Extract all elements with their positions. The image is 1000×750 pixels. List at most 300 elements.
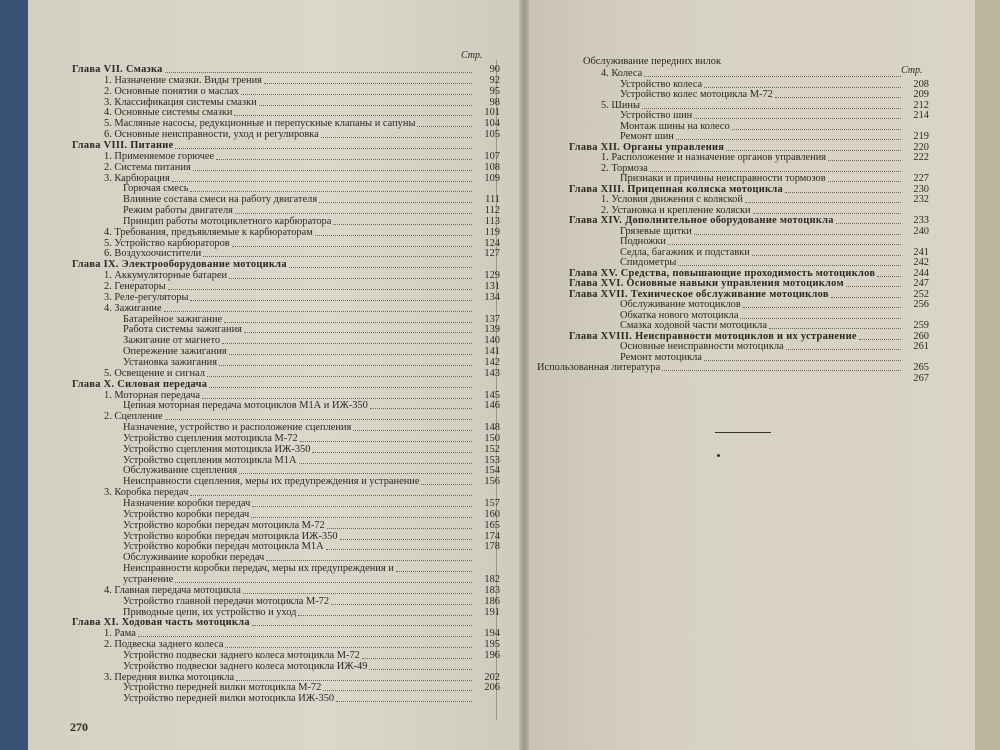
toc-entry xyxy=(104,411,500,422)
toc-entry-title: Зажигание от магнето xyxy=(123,335,221,347)
dot-leader xyxy=(289,266,472,268)
toc-page-number: 227 xyxy=(913,173,929,184)
toc-entry xyxy=(104,270,500,281)
toc-entry xyxy=(601,194,929,205)
toc-entry xyxy=(123,205,500,216)
toc-entry xyxy=(620,131,929,142)
toc-page-number: 244 xyxy=(913,267,929,279)
toc-entry xyxy=(601,68,929,79)
toc-entry-title: Режим работы двигателя xyxy=(123,205,233,217)
dot-leader xyxy=(831,296,901,298)
toc-entry xyxy=(104,97,500,108)
toc-entry-title: Глава VIII. Питание xyxy=(72,139,174,151)
toc-entry-title: Глава XV. Средства, повышающие проходимость мотоциклов xyxy=(569,267,876,279)
toc-page-number: 150 xyxy=(484,432,500,444)
toc-page-number: 212 xyxy=(913,99,929,111)
dot-leader xyxy=(172,180,472,182)
dot-leader xyxy=(828,159,901,161)
toc-entry-title: Подножки xyxy=(620,236,666,247)
end-rule xyxy=(715,432,771,433)
dot-leader xyxy=(219,364,472,366)
toc-entry xyxy=(123,541,500,552)
toc-page-number: 134 xyxy=(484,291,500,303)
toc-entry xyxy=(620,341,929,352)
toc-entry xyxy=(104,248,500,259)
toc-chapter-entry xyxy=(569,331,929,342)
dot-leader xyxy=(340,538,472,540)
toc-chapter-entry xyxy=(72,379,500,390)
toc-entry-title: Назначение коробки передач xyxy=(123,498,251,509)
toc-entry-title: 2. Подвеска заднего колеса xyxy=(104,639,224,651)
dot-leader xyxy=(193,169,472,171)
toc-entry-title: Глава XIII. Прицепная коляска мотоцикла xyxy=(569,183,783,195)
dot-leader xyxy=(662,369,901,371)
toc-entry-title: 5. Шины xyxy=(601,99,640,111)
toc-entry-title: 3. Коробка передач xyxy=(104,487,189,499)
dot-leader xyxy=(319,201,472,203)
toc-entry xyxy=(620,247,929,258)
dot-leader xyxy=(704,359,901,361)
toc-entry-title: 2. Генераторы xyxy=(104,281,166,292)
toc-entry xyxy=(104,487,500,498)
toc-entry-title: Цепная моторная передача мотоциклов М1А и ИЖ-350 xyxy=(123,400,368,412)
dot-leader xyxy=(164,310,472,312)
dot-leader xyxy=(323,689,472,691)
dot-leader xyxy=(353,429,472,431)
toc-entry-title: Устройство подвески заднего колеса мотоцикла М-72 xyxy=(123,649,360,661)
toc-entry-title: Устройство коробки передач мотоцикла М-72 xyxy=(123,519,325,531)
toc-entry-title: Ремонт шин xyxy=(620,131,674,142)
toc-entry-title: Спидометры xyxy=(620,257,677,268)
toc-entry xyxy=(104,118,500,129)
toc-entry xyxy=(104,151,500,162)
toc-entry xyxy=(620,310,929,321)
dot-leader xyxy=(650,170,901,172)
toc-entry-title: Глава XI. Ходовая часть мотоцикла xyxy=(72,617,250,629)
dot-leader xyxy=(203,255,472,257)
dot-leader xyxy=(326,548,472,550)
toc-entry xyxy=(620,257,929,268)
toc-page-number: 247 xyxy=(913,278,929,289)
toc-entry xyxy=(123,400,500,411)
toc-page-number: 101 xyxy=(484,107,500,119)
toc-entry-title: Устройство сцепления мотоцикла М-72 xyxy=(123,432,298,444)
toc-page-number: 165 xyxy=(484,519,500,531)
toc-page-number: 265 xyxy=(913,362,929,373)
book-spine-shadow xyxy=(519,0,529,750)
toc-entry xyxy=(601,205,929,216)
toc-entry-title: 2. Система питания xyxy=(104,161,191,173)
toc-entry-title: Обслуживание мотоциклов xyxy=(620,299,741,310)
dot-leader xyxy=(644,75,901,77)
toc-entry xyxy=(620,299,929,310)
dot-leader xyxy=(165,418,472,420)
dot-leader xyxy=(225,646,472,648)
toc-page-number: 109 xyxy=(484,172,500,184)
toc-entry xyxy=(601,163,929,174)
toc-entry xyxy=(123,574,500,585)
toc-entry-title: Глава XVI. Основные навыки управления мотоциклом xyxy=(569,278,844,289)
toc-entry xyxy=(123,520,500,531)
dot-leader xyxy=(241,93,472,95)
toc-page-number: 152 xyxy=(484,443,500,455)
toc-entry xyxy=(123,661,500,672)
toc-page-number: 156 xyxy=(484,476,500,488)
dot-leader xyxy=(252,505,472,507)
toc-entry xyxy=(123,433,500,444)
toc-entry-title: Устройство колес мотоцикла М-72 xyxy=(620,89,773,100)
toc-entry-title: 6. Воздухоочистители xyxy=(104,248,202,260)
toc-page-number: 202 xyxy=(484,671,500,683)
toc-entry-title: Влияние состава смеси на работу двигателя xyxy=(123,194,318,206)
toc-page-number: 267 xyxy=(913,372,929,384)
toc-page-number: 219 xyxy=(913,131,929,142)
toc-entry-title: Признаки и причины неисправности тормозов xyxy=(620,173,826,184)
dot-leader xyxy=(678,264,901,266)
toc-entry xyxy=(620,173,929,184)
toc-entry-title: Монтаж шины на колесо xyxy=(620,120,730,132)
left-book-page xyxy=(28,0,525,750)
toc-page-number: 124 xyxy=(484,237,500,249)
toc-entry-title: 1. Моторная передача xyxy=(104,389,200,401)
dot-leader xyxy=(232,245,472,247)
toc-entry xyxy=(104,107,500,118)
dot-leader xyxy=(362,657,472,659)
toc-entry xyxy=(123,444,500,455)
dot-leader xyxy=(315,234,472,236)
dot-leader xyxy=(264,82,472,84)
toc-chapter-entry xyxy=(72,140,500,151)
toc-entry-title: Глава IX. Электрооборудование мотоцикла xyxy=(72,259,287,271)
toc-page-number: 111 xyxy=(485,194,500,206)
toc-entry xyxy=(104,368,500,379)
toc-entry-title: Опережение зажигания xyxy=(123,346,227,358)
dot-leader xyxy=(251,516,472,518)
toc-entry-title: 3. Передняя вилка мотоцикла xyxy=(104,671,235,683)
toc-page-number: 222 xyxy=(913,152,929,163)
toc-page-number: 241 xyxy=(913,246,929,258)
toc-entry-title: Принцип работы мотоциклетного карбюратора xyxy=(123,215,332,227)
toc-entry xyxy=(104,628,500,639)
toc-entry xyxy=(620,110,929,121)
dot-leader xyxy=(259,104,472,106)
toc-page-number: 131 xyxy=(484,281,500,292)
toc-entry xyxy=(123,650,500,661)
dot-leader xyxy=(676,138,901,140)
toc-page-number: 206 xyxy=(484,682,500,694)
dot-leader xyxy=(740,317,901,319)
toc-page-number: 160 xyxy=(484,508,500,520)
toc-page-number: 182 xyxy=(484,573,500,585)
toc-entry-title: Использованная литература xyxy=(537,362,661,373)
toc-entry-title: Обслуживание сцепления xyxy=(123,465,238,477)
toc-entry xyxy=(620,320,929,331)
toc-entry-title: Глава VII. Смазка xyxy=(72,64,163,75)
toc-entry xyxy=(123,531,500,542)
table-of-contents-right xyxy=(525,0,975,750)
toc-entry xyxy=(620,89,929,100)
toc-entry-title: устранение xyxy=(123,573,174,585)
toc-entry-title: Неисправности коробки передач, меры их предупреждения и xyxy=(123,563,394,575)
toc-page-number: 146 xyxy=(484,400,500,412)
toc-entry-title: 1. Применяемое горючее xyxy=(104,150,215,162)
toc-page-number: 112 xyxy=(484,205,500,217)
toc-entry-title: Устройство сцепления мотоцикла ИЖ-350 xyxy=(123,443,311,455)
dot-leader xyxy=(726,149,901,151)
toc-page-number: 194 xyxy=(484,628,500,640)
toc-entry-title: 4. Колеса xyxy=(601,68,643,79)
toc-page-number: 196 xyxy=(484,649,500,661)
toc-entry xyxy=(123,498,500,509)
toc-page-number: 98 xyxy=(489,96,500,108)
toc-entry-title: Устройство подвески заднего колеса мотоцикла ИЖ-49 xyxy=(123,660,368,672)
toc-entry-title: Устройство передней вилки мотоцикла М-72 xyxy=(123,682,322,694)
toc-entry xyxy=(104,292,500,303)
toc-entry xyxy=(104,303,500,314)
toc-page-number: 256 xyxy=(913,299,929,310)
toc-entry-title: 2. Тормоза xyxy=(601,162,648,174)
toc-page-number: 142 xyxy=(484,356,500,368)
toc-entry-title: 1. Аккумуляторные батареи xyxy=(104,270,228,282)
toc-entry xyxy=(123,357,500,368)
toc-page-number: 208 xyxy=(913,78,929,90)
toc-page-number: 105 xyxy=(484,129,500,141)
toc-page-number: 153 xyxy=(484,454,500,466)
toc-entry-title: Глава X. Силовая передача xyxy=(72,378,208,390)
dot-leader xyxy=(165,71,472,73)
dot-leader xyxy=(370,407,472,409)
toc-entry xyxy=(123,563,500,574)
dot-leader xyxy=(694,233,901,235)
continuation-line: Обслуживание передних вилок xyxy=(583,56,722,67)
toc-page-number: 252 xyxy=(913,288,929,300)
toc-entry-title: Батарейное зажигание xyxy=(123,313,223,325)
toc-page-number: 143 xyxy=(484,367,500,379)
dot-leader xyxy=(333,223,472,225)
toc-page-number: 108 xyxy=(484,161,500,173)
toc-chapter-entry xyxy=(72,617,500,628)
dot-leader xyxy=(846,285,901,287)
toc-entry-title: Устройство коробки передач xyxy=(123,508,250,520)
dot-leader xyxy=(769,327,901,329)
dot-leader xyxy=(175,581,472,583)
dot-leader xyxy=(785,191,901,193)
toc-page-number: 209 xyxy=(913,89,929,100)
dot-leader xyxy=(209,386,472,388)
toc-entry xyxy=(123,682,500,693)
toc-entry-title: Устройство коробки передач мотоцикла ИЖ-350 xyxy=(123,530,338,542)
toc-entry-title: Основные неисправности мотоцикла xyxy=(620,341,784,352)
dot-leader xyxy=(396,570,472,572)
toc-entry xyxy=(123,552,500,563)
dot-leader xyxy=(836,222,901,224)
next-page-edge xyxy=(975,0,1000,750)
toc-entry-title: Горючая смесь xyxy=(123,183,189,195)
toc-page-number: 240 xyxy=(913,225,929,237)
toc-chapter-entry xyxy=(72,64,500,75)
toc-entry-title: Смазка ходовой части мотоцикла xyxy=(620,320,767,331)
toc-entry xyxy=(104,86,500,97)
toc-page-number: 220 xyxy=(913,141,929,153)
toc-entry-title: 3. Реле-регуляторы xyxy=(104,291,189,303)
end-ornament-dot xyxy=(717,454,720,457)
dot-leader xyxy=(236,679,472,681)
toc-entry-title: 4. Зажигание xyxy=(104,302,162,314)
dot-leader xyxy=(668,243,901,245)
toc-page-number: 214 xyxy=(913,110,929,121)
toc-page-number: 259 xyxy=(913,320,929,331)
toc-entry-title: Неисправности сцепления, меры их предупреждения и устранение xyxy=(123,476,420,488)
toc-entry xyxy=(620,236,929,247)
dot-leader xyxy=(642,107,901,109)
toc-page-number: 137 xyxy=(484,313,500,325)
dot-leader xyxy=(321,136,472,138)
toc-page-number: 119 xyxy=(484,226,500,238)
dot-leader xyxy=(207,375,472,377)
toc-page-number: 127 xyxy=(484,248,500,260)
dot-leader xyxy=(786,348,901,350)
toc-entry-title: 4. Основные системы смазки xyxy=(104,107,233,119)
toc-entry-title: Установка зажигания xyxy=(123,356,217,368)
toc-entry-title: Приводные цепи, их устройство и уход xyxy=(123,606,297,618)
toc-entry-title: Обслуживание коробки передач xyxy=(123,552,265,564)
toc-entry xyxy=(104,585,500,596)
toc-chapter-entry xyxy=(569,278,929,289)
page-number: 270 xyxy=(70,720,88,734)
toc-entry-title: Устройство коробки передач мотоцикла М1А xyxy=(123,541,324,553)
toc-entry xyxy=(601,100,929,111)
toc-entry xyxy=(104,129,500,140)
toc-chapter-entry xyxy=(569,268,929,279)
toc-entry-title: 5. Устройство карбюраторов xyxy=(104,237,230,249)
toc-entry xyxy=(104,75,500,86)
dot-leader xyxy=(222,342,472,344)
dot-leader xyxy=(704,86,901,88)
toc-entry-title: Обкатка нового мотоцикла xyxy=(620,309,739,321)
dot-leader xyxy=(243,592,472,594)
dot-leader xyxy=(331,603,472,605)
toc-entry xyxy=(104,162,500,173)
toc-entry xyxy=(123,509,500,520)
toc-page-number: 90 xyxy=(489,64,500,75)
dot-leader xyxy=(234,114,472,116)
dot-leader xyxy=(175,147,472,149)
toc-entry xyxy=(104,173,500,184)
toc-entry-title: 2. Сцепление xyxy=(104,411,163,423)
toc-chapter-entry xyxy=(569,184,929,195)
table-of-contents-left xyxy=(28,0,525,750)
toc-entry xyxy=(620,79,929,90)
toc-entry xyxy=(104,390,500,401)
dot-leader xyxy=(417,125,472,127)
toc-entry xyxy=(123,324,500,335)
toc-entry-title: 1. Рама xyxy=(104,628,136,640)
toc-entry xyxy=(104,281,500,292)
toc-page-number: 141 xyxy=(484,346,500,358)
toc-entry xyxy=(123,693,500,704)
toc-entry-title: 5. Масляные насосы, редукционные и перепускные клапаны и сапуны xyxy=(104,118,416,130)
toc-entry xyxy=(123,422,500,433)
toc-page-number: 154 xyxy=(484,465,500,477)
toc-chapter-entry xyxy=(569,142,929,153)
toc-chapter-entry xyxy=(72,259,500,270)
toc-entry xyxy=(123,476,500,487)
page-column-header: Стр. xyxy=(461,50,483,61)
toc-page-number: 230 xyxy=(913,183,929,195)
toc-page-number: 232 xyxy=(913,194,929,205)
toc-page-number: 260 xyxy=(913,330,929,342)
right-book-page xyxy=(525,0,975,750)
toc-entry-title: 1. Назначение смазки. Виды трения xyxy=(104,74,262,86)
dot-leader xyxy=(775,96,901,98)
dot-leader xyxy=(732,128,901,130)
toc-entry-title: Глава XVIII. Неисправности мотоциклов и их устранение xyxy=(569,330,857,342)
dot-leader xyxy=(190,190,472,192)
toc-entry xyxy=(104,639,500,650)
dot-leader xyxy=(266,559,472,561)
dot-leader xyxy=(229,277,472,279)
toc-entry-title: 2. Установка и крепление коляски xyxy=(601,204,751,216)
toc-page-number: 129 xyxy=(484,270,500,282)
toc-entry-title: 5. Освещение и сигнал xyxy=(104,367,205,379)
dot-leader xyxy=(828,180,901,182)
toc-entry xyxy=(123,183,500,194)
dot-leader xyxy=(239,472,472,474)
dot-leader xyxy=(694,117,901,119)
toc-entry-title: 4. Требования, предъявляемые к карбюраторам xyxy=(104,226,313,238)
toc-entry-title: Устройство передней вилки мотоцикла ИЖ-350 xyxy=(123,693,335,705)
toc-page-number: 195 xyxy=(484,639,500,651)
toc-entry-title: 3. Классификация системы смазки xyxy=(104,96,257,108)
toc-entry xyxy=(620,352,929,363)
toc-entry-title: Работа системы зажигания xyxy=(123,324,242,336)
dot-leader xyxy=(168,288,472,290)
toc-entry xyxy=(123,194,500,205)
dot-leader xyxy=(216,158,472,160)
toc-entry xyxy=(123,455,500,466)
toc-page-number: 261 xyxy=(913,341,929,352)
toc-entry-title: Грязевые щитки xyxy=(620,225,692,237)
dot-leader xyxy=(877,275,901,277)
toc-entry xyxy=(123,596,500,607)
toc-page-number: 92 xyxy=(489,74,500,86)
toc-page-number: 183 xyxy=(484,584,500,596)
dot-leader xyxy=(190,494,472,496)
toc-entry-title: Седла, багажник и подставки xyxy=(620,246,750,258)
dot-leader xyxy=(745,201,901,203)
toc-entry xyxy=(123,216,500,227)
toc-entry xyxy=(104,672,500,683)
toc-entry-title: Устройство шин xyxy=(620,110,693,121)
toc-page-number: 157 xyxy=(484,498,500,509)
toc-page-number: 107 xyxy=(484,150,500,162)
toc-chapter-entry xyxy=(569,215,929,226)
toc-entry-title: 1. Условия движения с коляской xyxy=(601,194,743,205)
dot-leader xyxy=(327,527,472,529)
page-column-header: Стр. xyxy=(901,65,923,76)
toc-entry-title: Ремонт мотоцикла xyxy=(620,351,702,363)
toc-entry-title: 4. Главная передача мотоцикла xyxy=(104,584,241,596)
dot-leader xyxy=(229,353,472,355)
toc-entry-title: 3. Карбюрация xyxy=(104,172,170,184)
toc-page-number: 174 xyxy=(484,530,500,542)
toc-entry xyxy=(123,335,500,346)
dot-leader xyxy=(298,614,472,616)
toc-entry xyxy=(123,346,500,357)
toc-entry xyxy=(104,238,500,249)
dot-leader xyxy=(743,306,901,308)
dot-leader xyxy=(336,700,472,702)
